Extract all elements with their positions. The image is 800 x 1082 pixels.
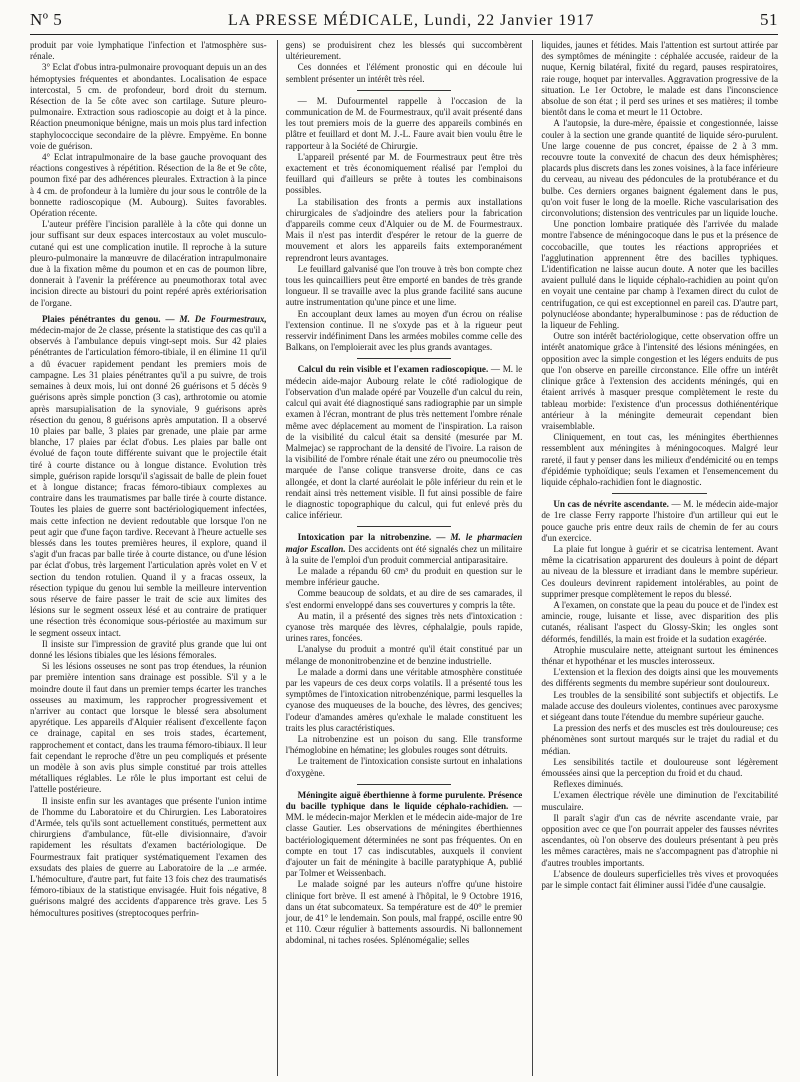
- paragraph: gens) se produisirent chez les blessés qui succombèrent ultérieurement.: [285, 40, 523, 62]
- section-separator: [357, 358, 452, 359]
- paragraph: En accouplant deux lames au moyen d'un écrou on réalise l'extension continue. Il ne s'oxyde pas et à la rigueur peut resservir indéfiniment Dans les armées mobiles comme celle des Balkans, on l'emploierait avec les plus grands avantages.: [285, 308, 523, 353]
- section-body: — M. le médecin aide-major Aubourg relate le côté radiologique de l'observation d'un malade opéré par Vouzelle d'un calcul du rein, calcul qui avait été diagnostiqué sans radiographie par un simple examen à l'écran, montrant de plus très nettement l'ombre rénale même avec déplacement au moment de l'inspiration. La raison de la visibilité du calcul était sa densité (mesurée par M. Malmejac) se rapprochant de la densité de l'ivoire. La raison de la visibilité de l'ombre rénale était une zéro ou pneumocolie très marquée de l'anse colique transverse droite, dans ce cas allongée, et dont la clarté auréolait le pôle inférieur du rein et le rendait ainsi très nettement visible. Il fut ainsi possible de faire le diagnostic topographique du calcul, qui fut enlevé près du calice inférieur.: [285, 364, 523, 521]
- paragraph: Le malade a répandu 60 cm³ du produit en question sur le membre inférieur gauche.: [285, 565, 523, 588]
- section-separator: [357, 90, 452, 91]
- issue-number: Nº 5: [30, 10, 63, 29]
- paragraph: La pression des nerfs et des muscles est très douloureuse; ces phénomènes sont surtout marqués sur le trajet du radial et du médian.: [541, 723, 779, 756]
- paragraph: A l'examen, on constate que la peau du pouce et de l'index est amincie, rouge, luisante et lisse, avec disparition des plis cutanés, réalisant l'aspect du Glossy-Skin; les ongles sont déformés, fendillés, la main est froide et la sudation exagérée.: [541, 599, 779, 644]
- section-title: Intoxication par la nitrobenzine.: [297, 532, 432, 543]
- paragraph: produit par voie lymphatique l'infection et l'atmosphère sus-rénale.: [30, 40, 267, 62]
- paragraph: L'appareil présenté par M. de Fourmestraux peut être très exactement et très économiquement réalisé par l'emploi du feuillard qui d'ailleurs se prête à toutes les combinaisons possibles.: [285, 151, 523, 196]
- page-number: 51: [760, 10, 778, 29]
- paragraph: Il insiste enfin sur les avantages que présente l'union intime de l'homme du Laboratoire et du Chirurgien. Les Laboratoires d'Armée, tels qu'ils sont actuellement constitués, permettent aux chirurgiens d'ambulance, fût-elle divisionnaire, d'avoir rapidement les résultats d'examen bactériologique. De Fourmestraux fait pratiquer systématiquement l'examen des exsudats des plaies de guerre au Laboratoire de la ...e armée. L'hémoculture, d'autre part, fut faite 13 fois chez des traumatisés fémoro-tibiaux de la statistique envisagée. Huit fois négative, 8 guérisons malgré des accidents d'apparence très grave. Les 5 hémocultures positives (streptocoques perfrin-: [30, 795, 267, 918]
- page-header: [30, 10, 778, 34]
- section-title: Méningite aiguë éberthienne à forme purulente. Présence du bacille typhique dans le liquide céphalo-rachidien.: [285, 789, 523, 811]
- paragraph: — M. Dufourmentel rappelle à l'occasion de la communication de M. de Fourmestraux, qu'il avait présenté dans les tout premiers mois de la guerre des appareils combinés en plâtre et feuillard et dont M. J.-L. Faure avait bien voulu être le rapporteur à la Société de Chirurgie.: [285, 95, 523, 151]
- paragraph: Le malade a dormi dans une véritable atmosphère constituée par les vapeurs de ces deux corps volatils. Il a présenté tous les symptômes de l'intoxication nitrobenzénique, parmi lesquelles la cyanose des muqueuses de la bouche, des lèvres, des gencives; l'odeur d'amandes amères qu'exhale le malade constituent les traits les plus caractéristiques.: [285, 666, 523, 733]
- paragraph: Reflexes diminués.: [553, 779, 624, 790]
- section-paragraph: [30, 314, 267, 639]
- section-author: — M. De Fourmestraux,: [160, 313, 267, 324]
- paragraph: L'analyse du produit a montré qu'il était constitué par un mélange de mononitrobenzine et de benzine industrielle.: [285, 644, 523, 666]
- paragraph: La nitrobenzine est un poison du sang. Elle transforme l'hémoglobine en hématine; les globules rouges sont détruits.: [285, 733, 523, 756]
- paragraph: Il insiste sur l'impression de gravité plus grande que lui ont donné les lésions tibiales que les lésions fémorales.: [30, 638, 267, 660]
- paragraph: Les sensibilités tactile et douloureuse sont légèrement émoussées ainsi que la perception du froid et du chaud.: [541, 756, 779, 778]
- paragraph: 4° Eclat intrapulmonaire de la base gauche provoquant des réactions congestives à répétition. Résection de la 8e et 9e côte, poumon fixé par des adhérences pleurales. Extraction à la pince à 4 cm. de profondeur à la lumière du jour sous le contrôle de la bonnette radioscopique (M. Aubourg). Suites favorables. Opération récente.: [30, 152, 267, 219]
- paragraph: Il paraît s'agir d'un cas de névrite ascendante vraie, par opposition avec ce que l'on pourrait appeler des fausses névrites ascendantes, où l'on observe des douleurs présentant à peu près les mêmes caractères, mais ne s'accompagnent pas d'atrophie ni d'autres troubles importants.: [541, 812, 779, 868]
- section-paragraph: [541, 499, 778, 544]
- section-body: — MM. le médecin-major Merklen et le médecin aide-major de 1re classe Gautier. Les observations de méningites éberthiennes bactériologiquement déterminées ne sont pas fréquentes. On en compte en tout 17 cas indiscutables, auxquels il convient d'ajouter un fait de méningite à bacille paratyphique A, publié par Tolmer et Weissenbach.: [285, 801, 523, 879]
- paragraph: Atrophie musculaire nette, atteignant surtout les éminences thénar et hypothénar et les muscles interosseux.: [541, 644, 779, 666]
- paragraph: Les troubles de la sensibilité sont subjectifs et objectifs. Le malade accuse des douleurs violentes, continues avec paroxysme et siégeant dans toute l'étendue du membre supérieur gauche.: [541, 689, 779, 722]
- paragraph: L'auteur préfère l'incision parallèle à la côte qui donne un jour suffisant sur deux espaces intercostaux au volet musculo-cutané qui est une complication inutile. Il reproche à la suture pleuro-pulmonaire la manœuvre de dilacération intrapulmonaire due à la fixation même du poumon et en cas de poumon libre, donnerait à l'avenir la préférence au pneumothorax total avec incision directe au bistouri du point repéré après extériorisation de l'organe.: [30, 219, 267, 308]
- column-right: [532, 40, 778, 1076]
- section-paragraph: [286, 364, 523, 521]
- paragraph: La plaie fut longue à guérir et se cicatrisa lentement. Avant même la cicatrisation apparurent des douleurs à point de départ au niveau de la blessure et irradiant dans le membre supérieur. Ces douleurs devinrent rapidement intolérables, au point de supprimer presque complètement le repos du blessé.: [541, 543, 779, 599]
- paragraph: Au matin, il a présenté des signes très nets d'intoxication : cyanose très marquée des lèvres, céphalalgie, pouls rapide, urines rares, foncées.: [285, 610, 523, 644]
- section-paragraph: [286, 532, 523, 566]
- header-rule: [30, 34, 778, 35]
- section-title: Plaies pénétrantes du genou.: [42, 313, 161, 324]
- section-paragraph: [286, 790, 523, 880]
- section-title: Calcul du rein visible et l'examen radioscopique.: [297, 364, 489, 375]
- paragraph: Comme beaucoup de soldats, et au dire de ses camarades, il s'est endormi enveloppé dans ses couvertures y compris la tête.: [285, 588, 523, 610]
- paragraph: L'absence de douleurs superficielles très vives et provoquées par le simple contact fait éliminer aussi l'idée d'une causalgie.: [541, 868, 779, 891]
- paragraph: 3° Eclat d'obus intra-pulmonaire provoquant depuis un an des hémoptysies fréquentes et abondantes. Localisation 4e espace intercostal, 5 cm. de profondeur, bord droit du sternum. Résection de la 5e côte avec son cartilage. Suture pleuro-pulmonaire. Extraction sous radioscopie au doigt et à la pince. Réaction pneumonique bénigne, mais un mois plus tard infection staphylococcique secondaire de la plèvre. Empyème. En bonne voie de guérison.: [30, 62, 267, 151]
- journal-title: LA PRESSE MÉDICALE, Lundi, 22 Janvier 1917: [227, 12, 595, 29]
- section-title: Un cas de névrite ascendante.: [553, 499, 669, 510]
- section-body: Des accidents ont été signalés chez un militaire à la suite de l'emploi d'un produit commercial antiparasitaire.: [285, 543, 523, 565]
- paragraph: liquides, jaunes et fétides. Mais l'attention est surtout attirée par des symptômes de méningite : céphalée accusée, raideur de la nuque, Kernig bilatéral, fixité du regard, pauses respiratoires, raie rouge, hoquet par intervalles. Aggravation progressive de la situation. Le 1er Octobre, le malade est dans l'inconscience absolue de son état ; il perd ses urines et ses matières; il tombe bientôt dans le coma et meurt le 11 Octobre.: [541, 40, 779, 118]
- paragraph: Ces données et l'élément pronostic qui en découle lui semblent présenter un intérêt très réel.: [285, 62, 523, 84]
- paragraph: Une ponction lombaire pratiquée dès l'arrivée du malade montre l'absence de méningocoque dans le pus et la présence de coccobacille, que toutes les réactions appropriées et l'agglutination apprennent être des bacilles typhiques. L'identification ne laisse aucun doute. A noter que les bacilles avaient pullulé dans le liquide céphalo-rachidien au point qu'on en voyait une centaine par champ à l'examen direct du culot de centrifugation, ce qui est exceptionnel en pareil cas. D'autre part, polynucléose abondante; hyperalbuminose : pas de réduction de la liqueur de Fehling.: [541, 219, 779, 331]
- section-separator: [612, 493, 707, 494]
- paragraph: La stabilisation des fronts a permis aux installations chirurgicales de s'adjoindre des ateliers pour la fabrication d'appareils comme ceux d'Alquier ou de M. de Fourmestraux. Mais il n'est pas interdit d'espérer le retour de la guerre de mouvement et alors les appareils faits extemporanément reprendront leurs avantages.: [285, 196, 523, 263]
- column-left: [30, 40, 267, 1076]
- section-body: — M. le médecin aide-major de 1re classe Ferry rapporte l'histoire d'un artilleur qui eut le pouce gauche pris entre deux rails de chemin de fer au cours d'un exercice.: [541, 499, 779, 543]
- section-separator: [357, 526, 452, 527]
- paragraph: Outre son intérêt bactériologique, cette observation offre un intérêt anatomique grâce à l'intensité des lésions méningées, en opposition avec la simple congestion et les légers enduits de pus que l'on observe en pareille circonstance. Elle offre un intérêt clinique grâce à l'extension des accidents méningés, qui en étaient arrivés à masquer presque complètement le reste du tableau morbide: l'existence d'un processus dothiénentérique antérieur à la méningite demeurait cependant bien vraisemblable.: [541, 331, 779, 431]
- section-body: médecin-major de 2e classe, présente la statistique des cas qu'il a observés à l'ambulance depuis vingt-sept mois. Sur 42 plaies pénétrantes de l'articulation fémoro-tibiale, il en élimine 11 qu'il a dû évacuer rapidement pendant les premiers mois de campagne. Les 31 plaies pénétrantes qu'il a pu suivre, de trois semaines à deux mois, lui ont donné 26 guérisons et 5 décès 9 guérisons après simple ponction (3 cas), arthrotomie ou atomie après marsupialisation de la synoviale, 9 guérisons après résection du genou, 8 guérisons après amputation. Il a observé 10 plaies par balle, 3 plaies par grenade, une plaie par arme blanche, 17 plaies par éclat d'obus. Les plaies par balle ont évolué de façon toute différente suivant que le projectile était tiré à courte distance ou à longue distance. Evolution très simple, guérison rapide lorsqu'il s'agissait de balle de plein fouet et à longue distance; fracas fémoro-tibiaux complexes au contraire dans les traumatismes par balle tirée à courte distance. Toutes les plaies de guerre sont bactériologiquement infectées, mais cette infection ne devient redoutable que lorsque l'on ne peut agir que d'une façon tardive. Recevant à l'heure actuelle ses blessés dans les toutes premières heures, il explore, quand il s'agit d'un fracas par balle tirée à courte distance, ou d'une lésion par éclat d'obus, très largement l'articulation après volet en V et section du tendon rotulien. Quand il y a fracas osseux, la résection typique du genou lui semble la meilleure intervention sous réserve de faire passer le trait de scie aux limites des lésions sur le segment osseux lésé et au contraire de pratiquer une résection très économique sous-périostée au maximum sur le segment osseux intact.: [30, 325, 267, 638]
- paragraph: L'extension et la flexion des doigts ainsi que les mouvements des différents segments du membre supérieur sont douloureux.: [541, 667, 779, 689]
- paragraph: Cliniquement, en tout cas, les méningites éberthiennes ressemblent aux méningites à méningocoques. Malgré leur rareté, il faut y penser dans les milieux d'endémicité ou en temps d'épidémie typhoïdique; seuls l'examen et l'ensemencement du liquide céphalo-rachidien font le diagnostic.: [541, 432, 779, 487]
- paragraph: Le feuillard galvanisé que l'on trouve à très bon compte chez tous les quincailliers peut être emporté en bandes de très grande longueur. Il se travaille avec la plus grande facilité sans aucune autre instrumentation qu'une pince et une lime.: [285, 263, 523, 308]
- paragraph: Le malade soigné par les auteurs n'offre qu'une histoire clinique fort brève. Il est amené à l'hôpital, le 9 Octobre 1916, dans un état subcomateux. Sa température est de 40° le premier jour, de 41° le lendemain. Son pouls, mal frappé, oscille entre 90 et 110. Cœur régulier à battements assourdis. Ni ballonnement abdominal, ni taches rosées. Splénomégalie; selles: [285, 879, 523, 946]
- column-middle: [277, 40, 523, 1076]
- section-separator: [357, 784, 452, 785]
- paragraph: Si les lésions osseuses ne sont pas trop étendues, la réunion par première intention sans drainage est possible. S'il y a le moindre doute il faut dans un premier temps écarter les tranches osseuses au maximum, les rapprocher progressivement et n'arriver au contact que lorsque le blessé sera absolument apyrétique. Les appareils d'Alquier réalisent d'excellente façon ce drainage, capital en ses trois stades, écartement, rapprochement et contact, dans les trauma fémoro-tibiaux. Il leur fait cependant le reproche d'être un peu compliqués et présente un modèle à son avis plus simple constitué par trois attelles métalliques réglables. Le rôle le plus important est celui de l'attelle postérieure.: [30, 661, 267, 795]
- paragraph: L'examen électrique révèle une diminution de l'excitabilité musculaire.: [541, 790, 779, 812]
- section-author: — M. le pharmacien major Escallon.: [285, 532, 523, 554]
- paragraph: Le traitement de l'intoxication consiste surtout en inhalations d'oxygène.: [285, 756, 523, 778]
- text-columns: [30, 40, 778, 1076]
- paragraph: A l'autopsie, la dure-mère, épaissie et congestionnée, laisse couler à la section une grande quantité de liquide séro-purulent. Une large couenne de pus concret, épaisse de 2 à 3 mm. recouvre toute la convexité de chacun des deux hémisphères; placards plus discrets dans les zones voisines, à la face inférieure du cerveau, au niveau des pédoncules de la protubérance et du bulbe. Ces derniers organes baignent également dans le pus, qu'on voit fuser le long de la moelle. Riche vascularisation des circonvolutions; distension des ventricules par un liquide louche.: [541, 118, 779, 219]
